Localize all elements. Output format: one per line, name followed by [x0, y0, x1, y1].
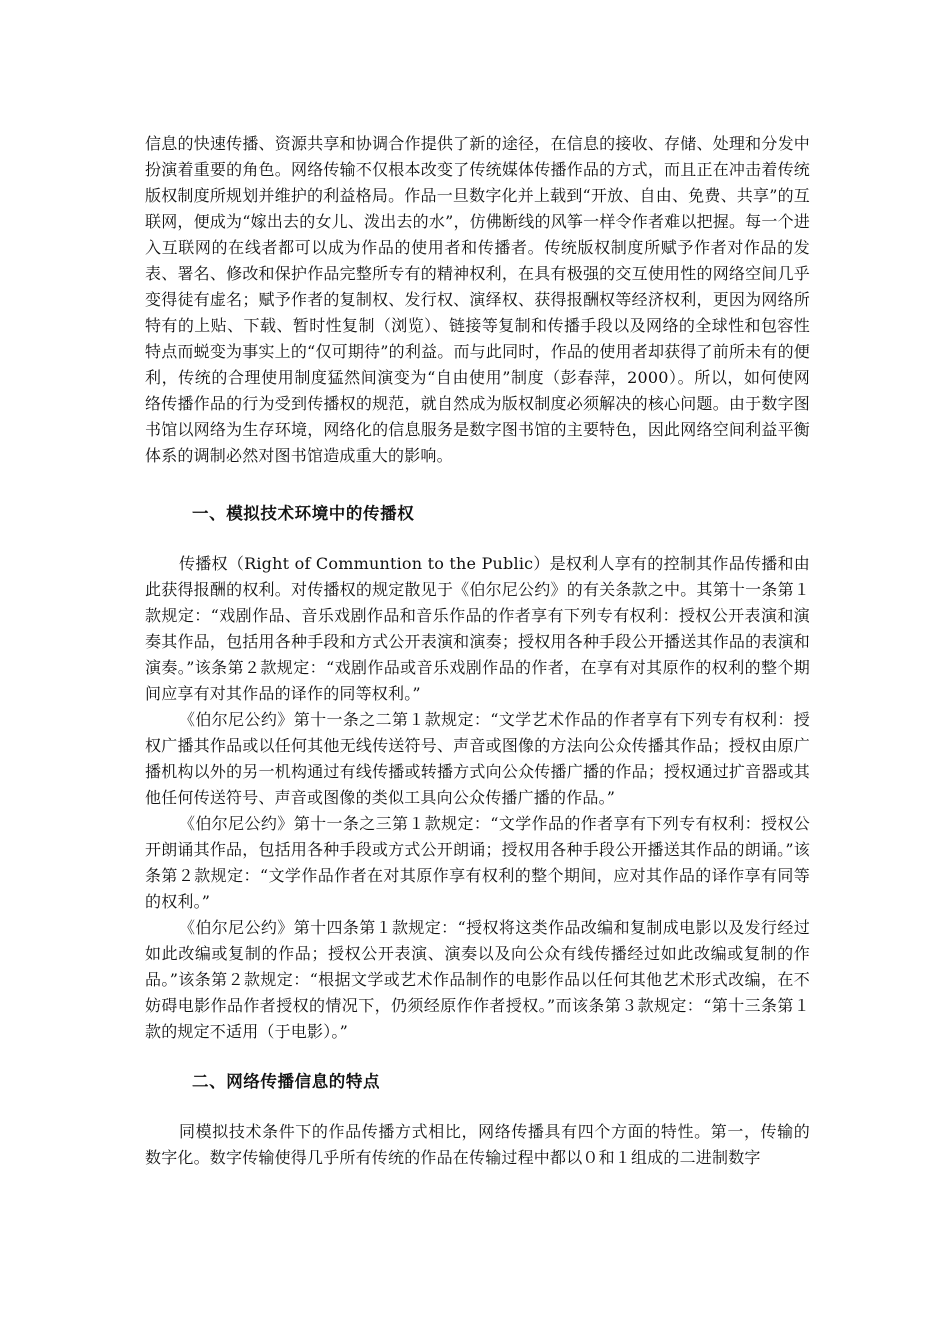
spacer — [145, 469, 810, 501]
section1-paragraph: 《伯尔尼公约》第十四条第１款规定：“授权将这类作品改编和复制成电影以及发行经过如此改编或复制的作品；授权公开表演、演奏以及向公众有线传播经过如此改编或复制的作品。”该条第２款规定：“根据文学或艺术作品制作的电影作品以任何其他艺术形式改编，在不妨碍电影作品作者授权的情况下，仍须经原作作者授权。”而该条第３款规定：“第十三条第１款的规定不适用（于电影）。” — [145, 918, 810, 1041]
section1-paragraph: 《伯尔尼公约》第十一条之二第１款规定：“文学艺术作品的作者享有下列专有权利：授权广播其作品或以任何其他无线传送符号、声音或图像的方法向公众传播其作品；授权由原广播机构以外的另一机构通过有线传播或转播方式向公众传播广播的作品；授权通过扩音器或其他任何传送符号、声音或图像的类似工具向公众传播广播的作品。” — [145, 710, 810, 807]
document-page — [145, 131, 810, 1171]
section2-paragraph: 同模拟技术条件下的作品传播方式相比，网络传播具有四个方面的特性。第一，传输的数字化。数字传输使得几乎所有传统的作品在传输过程中都以０和１组成的二进制数字 — [145, 1122, 810, 1167]
spacer — [145, 1095, 810, 1119]
intro-paragraph: 信息的快速传播、资源共享和协调合作提供了新的途径，在信息的接收、存储、处理和分发中扮演着重要的角色。网络传输不仅根本改变了传统媒体传播作品的方式，而且正在冲击着传统版权制度所规划并维护的利益格局。作品一旦数字化并上载到“开放、自由、免费、共享”的互联网，便成为“嫁出去的女儿、泼出去的水”，仿佛断线的风筝一样令作者难以把握。每一个进入互联网的在线者都可以成为作品的使用者和传播者。传统版权制度所赋予作者对作品的发表、署名、修改和保护作品完整所专有的精神权利，在具有极强的交互使用性的网络空间几乎变得徒有虚名；赋予作者的复制权、发行权、演绎权、获得报酬权等经济权利，更因为网络所特有的上贴、下载、暂时性复制（浏览）、链接等复制和传播手段以及网络的全球性和包容性特点而蜕变为事实上的“仅可期待”的利益。而与此同时，作品的使用者却获得了前所未有的便利，传统的合理使用制度猛然间演变为“自由使用”制度（彭春萍，2000）。所以，如何使网络传播作品的行为受到传播权的规范，就自然成为版权制度必须解决的核心问题。由于数字图书馆以网络为生存环境，网络化的信息服务是数字图书馆的主要特色，因此网络空间利益平衡体系的调制必然对图书馆造成重大的影响。 — [145, 134, 810, 465]
section-heading-2: 二、网络传播信息的特点 — [192, 1072, 381, 1091]
section-heading-1: 一、模拟技术环境中的传播权 — [192, 504, 415, 523]
spacer — [145, 527, 810, 551]
spacer — [145, 1045, 810, 1069]
section1-paragraph: 传播权（Right of Communtion to the Public）是权利人享有的控制其作品传播和由此获得报酬的权利。对传播权的规定散见于《伯尔尼公约》的有关条款之中。其第十一条第１款规定：“戏剧作品、音乐戏剧作品和音乐作品的作者享有下列专有权利：授权公开表演和演奏其作品，包括用各种手段和方式公开表演和演奏；授权用各种手段公开播送其作品的表演和演奏。”该条第２款规定：“戏剧作品或音乐戏剧作品的作者，在享有对其原作的权利的整个期间应享有对其作品的译作的同等权利。” — [145, 554, 810, 703]
section1-paragraph: 《伯尔尼公约》第十一条之三第１款规定：“文学作品的作者享有下列专有权利：授权公开朗诵其作品，包括用各种手段或方式公开朗诵；授权用各种手段公开播送其作品的朗诵。”该条第２款规定：“文学作品作者在对其原作享有权利的整个期间，应对其作品的译作享有同等的权利。” — [145, 814, 810, 911]
